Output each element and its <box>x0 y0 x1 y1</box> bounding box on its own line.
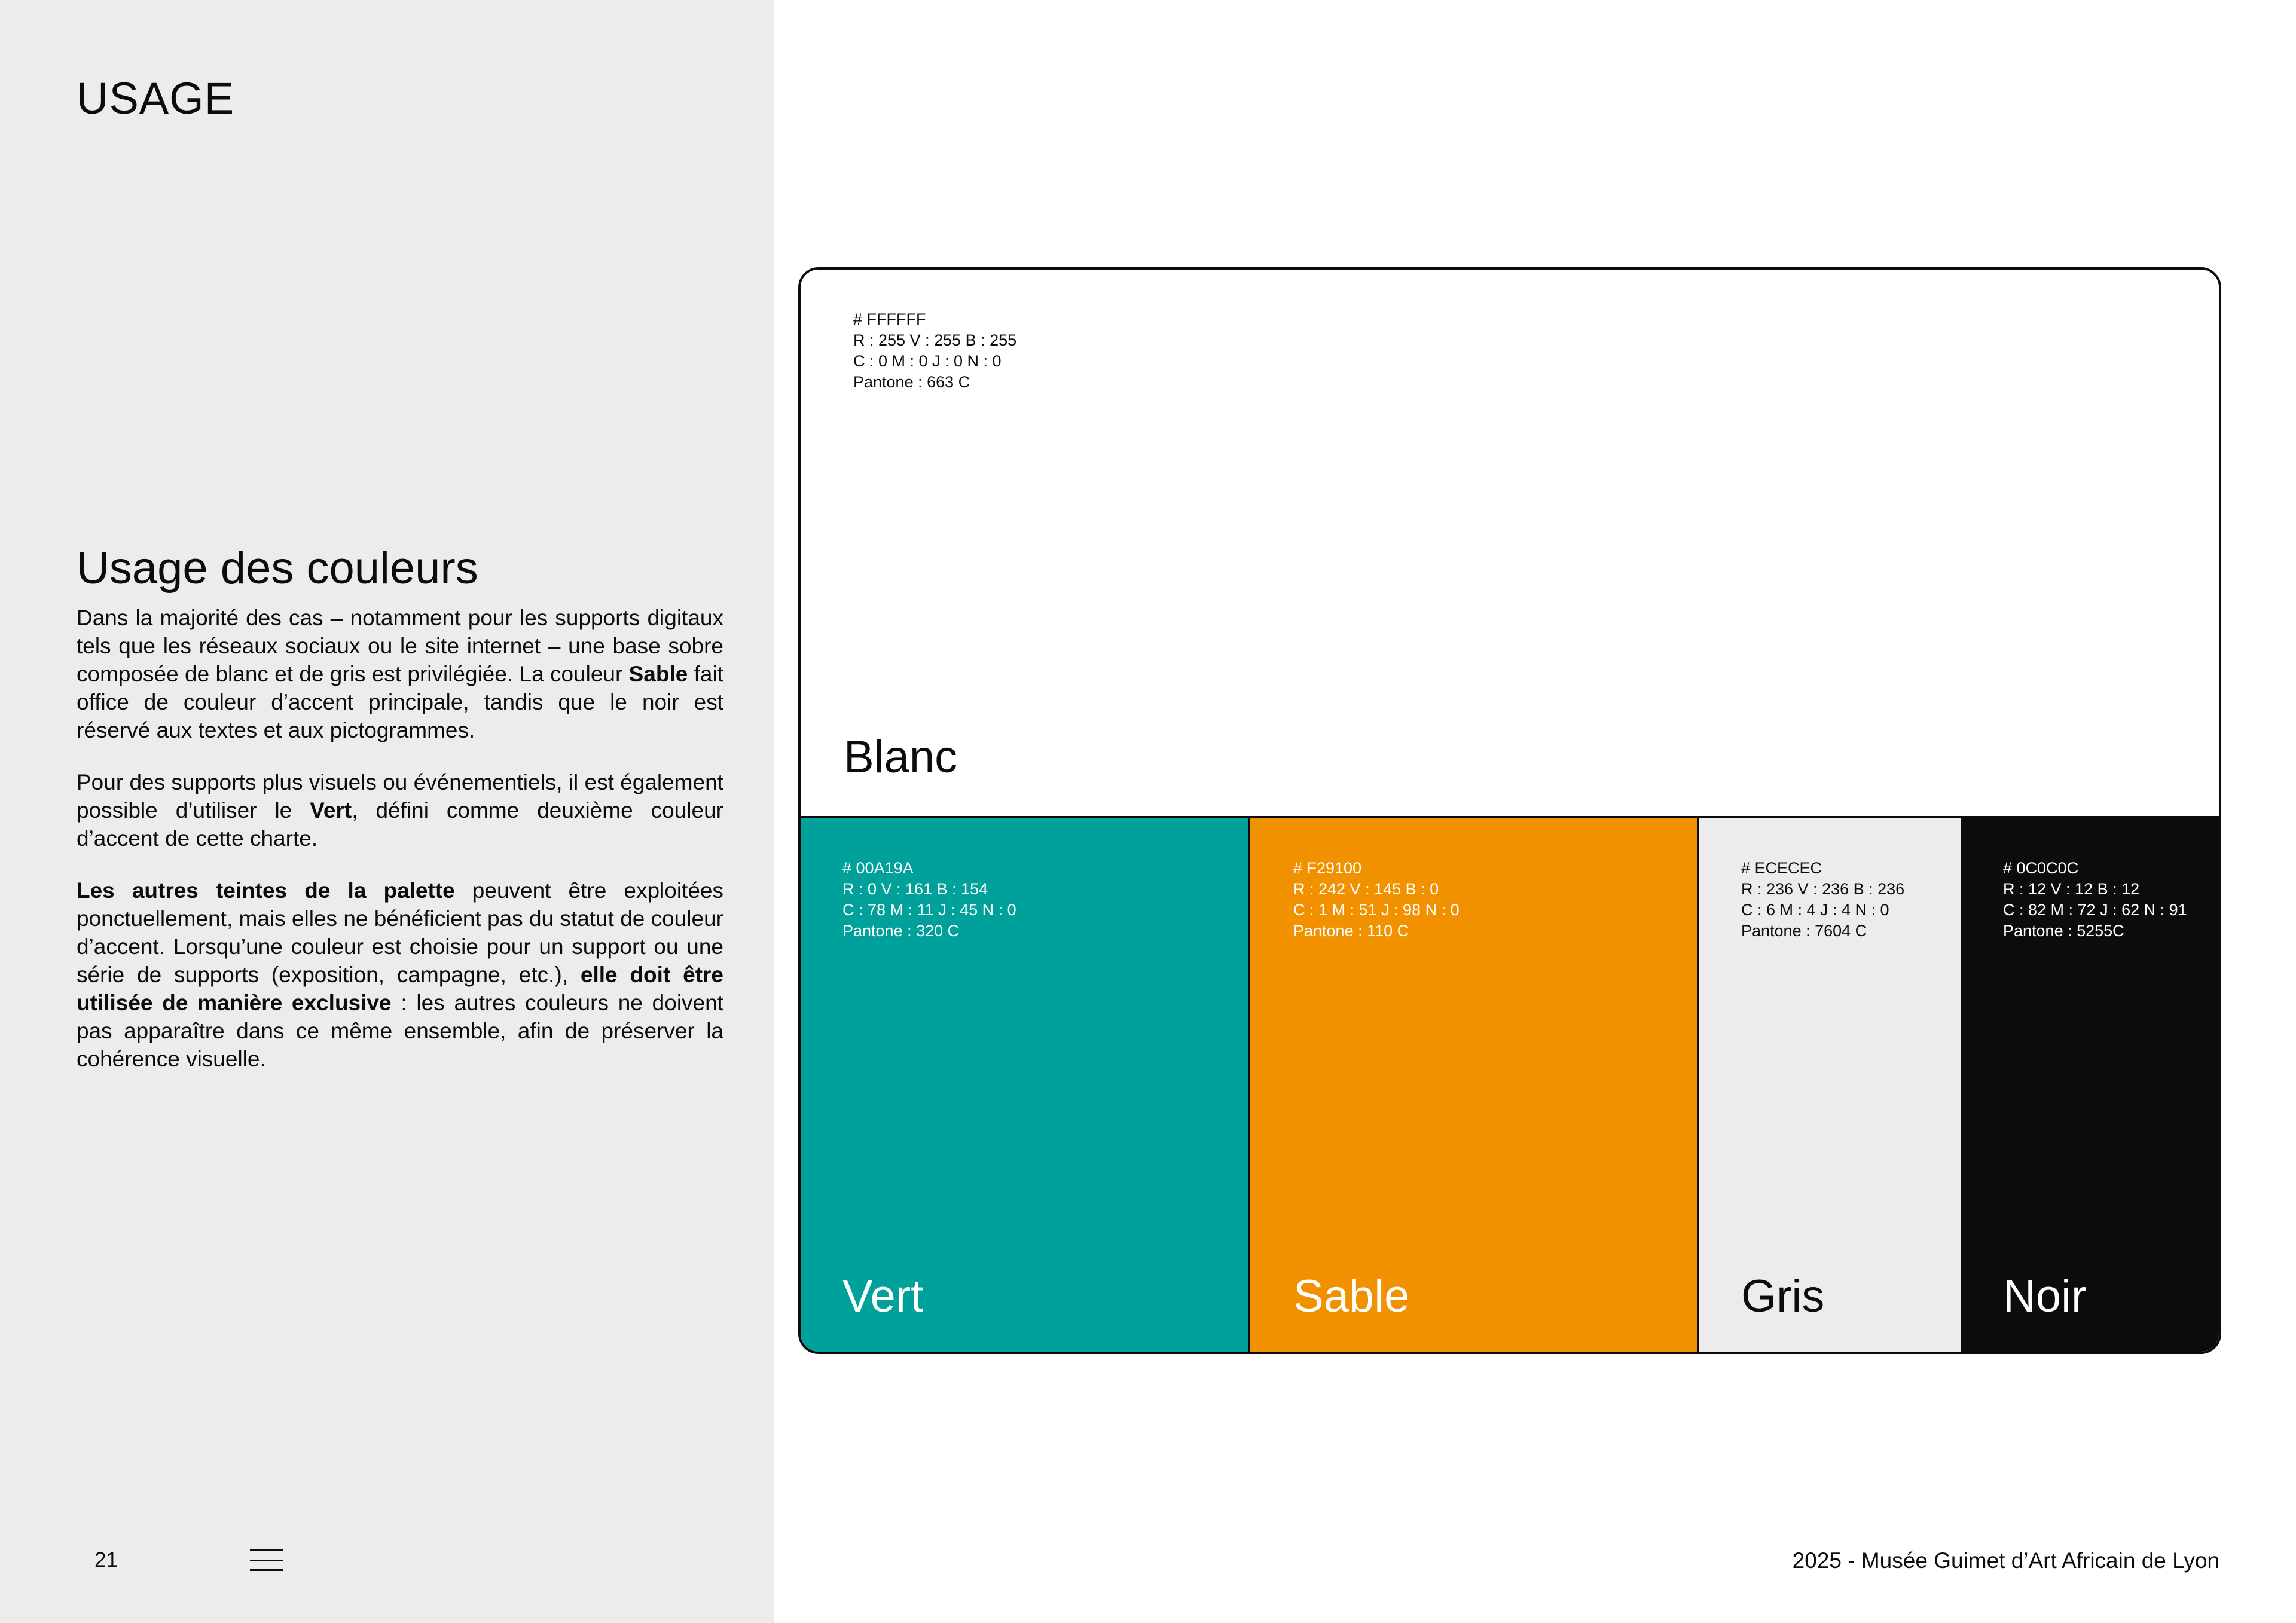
swatch-pantone: Pantone : 5255C <box>2003 922 2124 940</box>
swatch-cmyk: C : 6 M : 4 J : 4 N : 0 <box>1741 901 1889 919</box>
swatch-rgb: R : 12 V : 12 B : 12 <box>2003 880 2140 898</box>
swatch-cmyk: C : 82 M : 72 J : 62 N : 91 <box>2003 901 2187 919</box>
swatch-hex: # F29100 <box>1293 859 1362 877</box>
swatch-hex: # 00A19A <box>842 859 914 877</box>
swatch-rgb: R : 236 V : 236 B : 236 <box>1741 880 1905 898</box>
swatch-specs <box>842 858 1016 942</box>
swatch-gris <box>1699 818 1962 1352</box>
swatch-specs <box>1741 858 1904 942</box>
left-panel <box>0 0 774 1623</box>
swatch-rgb: R : 242 V : 145 B : 0 <box>1293 880 1439 898</box>
intro-p3-bold-2: elle doit être utilisée de manière exclusive <box>77 962 723 1016</box>
swatch-specs <box>2003 858 2187 942</box>
page-number: 21 <box>94 1548 118 1572</box>
swatch-specs <box>1293 858 1460 942</box>
intro-p3-text-2: : les autres couleurs ne doivent pas apparaître dans ce même ensemble, afin de préserver la cohérence visuelle. <box>77 991 723 1072</box>
intro-p2-text-2: , défini comme deuxième couleur d’accent de cette charte. <box>77 798 724 851</box>
swatch-rgb: R : 255 V : 255 B : 255 <box>853 331 1017 349</box>
intro-p2-bold-vert: Vert <box>310 798 352 823</box>
swatch-blanc <box>801 270 2219 818</box>
swatch-pantone: Pantone : 110 C <box>1293 922 1409 940</box>
swatch-name: Vert <box>842 1271 924 1322</box>
swatch-name: Gris <box>1741 1271 1825 1322</box>
swatch-vert <box>801 818 1250 1352</box>
intro-p1-bold-sable: Sable <box>628 662 688 687</box>
swatch-pantone: Pantone : 7604 C <box>1741 922 1867 940</box>
footer-credit: 2025 - Musée Guimet d’Art Africain de Lyon <box>1792 1548 2219 1573</box>
swatch-hex: # FFFFFF <box>853 310 926 328</box>
swatch-name: Noir <box>2003 1271 2087 1322</box>
intro-paragraph-3 <box>77 876 723 1073</box>
intro-p3-text-1: peuvent être exploitées ponctuellement, mais elles ne bénéficient pas du statut de couleur d’accent. Lorsqu’une couleur est choisie pour un support ou une série de supports (exposition, campagne, etc.), <box>77 878 723 988</box>
swatch-rgb: R : 0 V : 161 B : 154 <box>842 880 988 898</box>
swatch-name: Sable <box>1293 1271 1410 1322</box>
menu-icon-bar <box>250 1560 283 1561</box>
swatch-sable <box>1250 818 1699 1352</box>
swatch-specs <box>853 309 1016 393</box>
swatch-name: Blanc <box>844 732 958 783</box>
swatch-cmyk: C : 0 M : 0 J : 0 N : 0 <box>853 352 1002 370</box>
intro-paragraph-1 <box>77 604 723 744</box>
swatch-hex: # 0C0C0C <box>2003 859 2079 877</box>
intro-p2-text-1: Pour des supports plus visuels ou événementiels, il est également possible d’utiliser le <box>77 770 723 823</box>
menu-icon-bar <box>250 1549 283 1551</box>
section-label: USAGE <box>77 74 235 123</box>
intro-p3-bold-1: Les autres teintes de la palette <box>77 878 455 903</box>
color-palette <box>798 267 2221 1354</box>
swatch-pantone: Pantone : 663 C <box>853 373 970 391</box>
intro-p1-text-1: Dans la majorité des cas – notamment pour les supports digitaux tels que les réseaux sociaux ou le site internet – une base sobre composée de blanc et de gris est privilégiée. La couleur <box>77 606 723 687</box>
swatch-cmyk: C : 1 M : 51 J : 98 N : 0 <box>1293 901 1460 919</box>
swatch-hex: # ECECEC <box>1741 859 1822 877</box>
swatch-pantone: Pantone : 320 C <box>842 922 960 940</box>
intro-title: Usage des couleurs <box>77 543 478 594</box>
intro-p1-text-2: fait office de couleur d’accent principale, tandis que le noir est réservé aux textes et aux pictogrammes. <box>77 662 723 743</box>
swatch-noir <box>1962 818 2219 1352</box>
hamburger-menu-icon[interactable] <box>250 1549 283 1571</box>
intro-paragraph-2 <box>77 768 723 852</box>
menu-icon-bar <box>250 1569 283 1571</box>
swatch-cmyk: C : 78 M : 11 J : 45 N : 0 <box>842 901 1016 919</box>
intro-text-block <box>77 541 723 1097</box>
